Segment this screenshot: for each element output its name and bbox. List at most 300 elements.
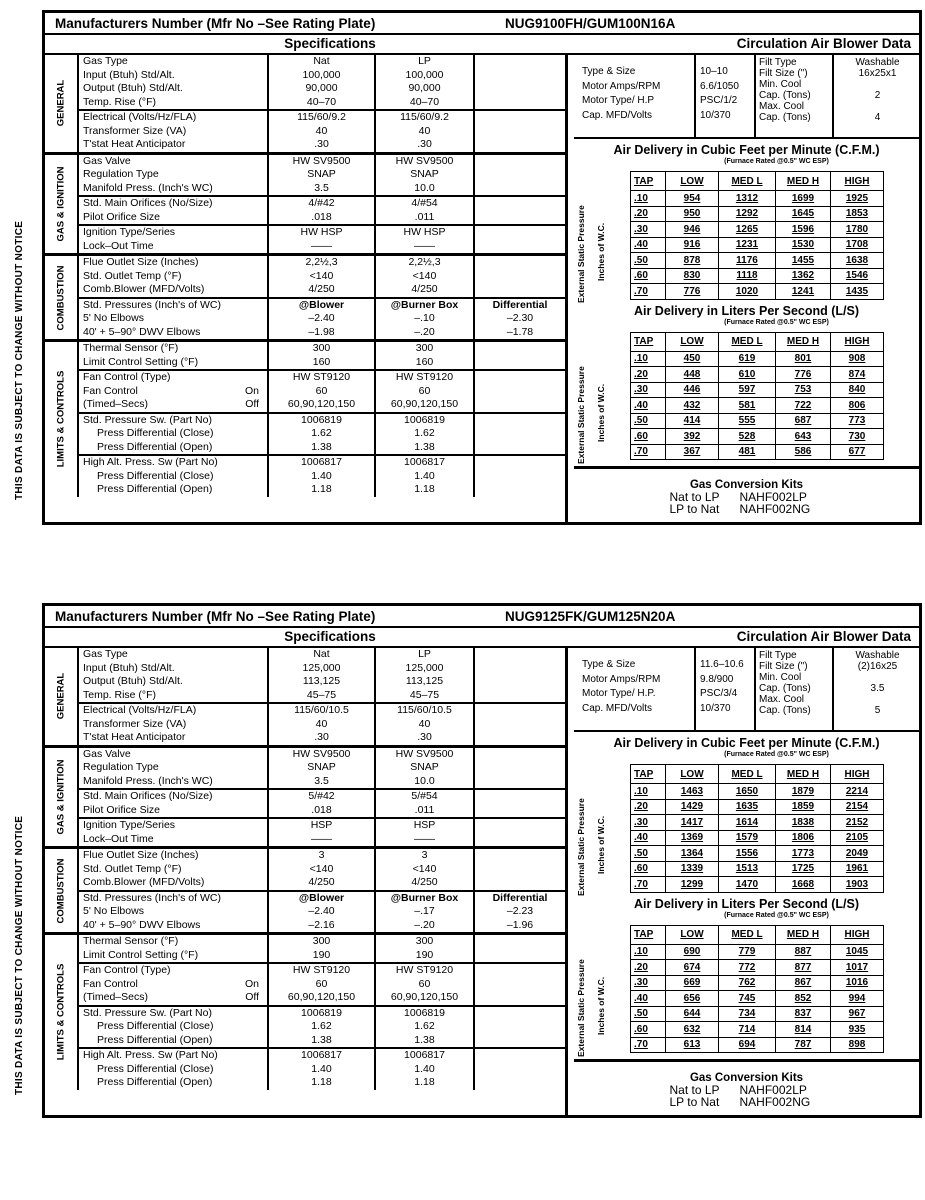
group-general — [45, 648, 565, 748]
column-header: MED H — [776, 332, 831, 351]
air-table-wrap — [574, 332, 919, 464]
spec-row-cell — [269, 69, 374, 83]
col-diff — [475, 1049, 565, 1090]
kits-title: Gas Conversion Kits — [689, 1072, 804, 1084]
table-cell: 690 — [666, 944, 719, 960]
spec-value-lp: 115/60/10.5 — [397, 704, 452, 716]
spec-row-cell — [376, 775, 473, 789]
spec-row-cell — [376, 991, 473, 1005]
spec-label: (Timed–Secs) — [83, 398, 148, 410]
spec-row-cell — [376, 326, 473, 340]
spec-value-diff: Differential — [492, 298, 548, 311]
filter-label: Filt Type — [759, 650, 797, 661]
col-diff — [475, 342, 565, 369]
table-cell: 745 — [719, 991, 776, 1007]
spec-row-cell — [475, 892, 565, 906]
col-diff — [475, 197, 565, 224]
col-lp — [376, 414, 475, 455]
group-label — [45, 256, 79, 339]
table-cell: 2152 — [831, 815, 884, 831]
col-lp — [376, 226, 475, 253]
spec-value-nat: –2.16 — [308, 918, 335, 931]
table-cell: .40 — [631, 991, 666, 1007]
table-row — [631, 975, 884, 991]
spec-value-lp: 1.40 — [414, 469, 435, 482]
spec-row-cell — [376, 1049, 473, 1063]
filter-label: Cap. (Tons) — [759, 90, 811, 101]
spec-row-cell — [269, 761, 374, 775]
spec-label: 5' No Elbows — [83, 312, 144, 324]
spec-row-cell — [475, 371, 565, 385]
spec-row-cell — [83, 111, 267, 125]
table-cell: 392 — [666, 429, 719, 445]
spec-value-nat: 60,90,120,150 — [287, 991, 356, 1003]
column-header: MED L — [719, 765, 776, 784]
spec-value-nat: HW ST9120 — [292, 964, 351, 976]
group-label — [45, 849, 79, 932]
spec-row-cell — [475, 790, 565, 804]
table-cell: 1513 — [719, 861, 776, 877]
table-cell: 1879 — [776, 784, 831, 800]
table-row — [631, 253, 884, 269]
table-cell: .20 — [631, 367, 666, 383]
spec-row-cell — [475, 905, 565, 919]
col-label — [79, 819, 269, 846]
col-lp — [376, 111, 475, 152]
spec-value-lp: .011 — [414, 210, 435, 223]
col-lp — [376, 155, 475, 196]
spec-label: Fan Control — [83, 977, 138, 990]
spec-row-cell — [376, 675, 473, 689]
spec-row-cell — [475, 182, 565, 196]
table-cell: 878 — [666, 253, 719, 269]
spec-row-cell — [83, 240, 267, 254]
spec-row-cell — [475, 197, 565, 211]
table-cell: 656 — [666, 991, 719, 1007]
spec-suffix: On — [244, 384, 259, 397]
spec-row-cell — [376, 1034, 473, 1048]
spec-value-nat: HW SV9500 — [292, 154, 351, 167]
spec-label: Std. Main Orifices (No/Size) — [83, 197, 213, 209]
spec-row-cell — [269, 96, 374, 110]
spec-value-lp: 60,90,120,150 — [390, 991, 459, 1003]
spec-label: Input (Btuh) Std/Alt. — [83, 661, 175, 674]
kit-part-number: NAHF002LP — [739, 490, 807, 504]
blower-value: 11.6–10.6 — [700, 659, 744, 670]
subgroup — [79, 790, 565, 819]
spec-value-lp: 3 — [421, 849, 428, 861]
group-rows — [79, 748, 565, 847]
spec-value-nat: HW HSP — [300, 226, 343, 238]
spec-row-cell — [376, 919, 473, 933]
spec-label: Std. Main Orifices (No/Size) — [83, 790, 213, 802]
table-cell: 1417 — [666, 815, 719, 831]
subgroup — [79, 371, 565, 414]
col-lp — [376, 790, 475, 817]
table-cell: 967 — [831, 1006, 884, 1022]
subgroup — [79, 299, 565, 340]
spec-row-cell — [475, 849, 565, 863]
spec-row-cell — [83, 648, 267, 662]
spec-value-nat: 1006817 — [301, 1049, 342, 1061]
spec-label: Pilot Orifice Size — [83, 803, 161, 816]
manufacturer-number-label: Manufacturers Number (Mfr No –See Rating Plate) — [55, 15, 376, 31]
spec-row-cell — [83, 892, 267, 906]
table-cell: .20 — [631, 960, 666, 976]
spec-label: Input (Btuh) Std/Alt. — [83, 68, 175, 81]
col-nat — [269, 299, 376, 340]
col-label — [79, 648, 269, 702]
spec-row-cell — [269, 675, 374, 689]
spec-row-cell — [376, 312, 473, 326]
spec-value-nat: 4/250 — [308, 876, 335, 888]
spec-value-lp: .011 — [414, 803, 435, 816]
section-headings — [45, 35, 919, 55]
spec-row-cell — [376, 1076, 473, 1090]
spec-row-cell — [83, 356, 267, 370]
filter-value: Washable — [855, 57, 900, 68]
spec-value-lp: 10.0 — [414, 774, 435, 787]
blower-label: Motor Type/ H.P — [582, 95, 655, 106]
spec-row-cell — [83, 949, 267, 963]
table-cell: .60 — [631, 861, 666, 877]
table-cell: .40 — [631, 830, 666, 846]
col-label — [79, 55, 269, 109]
air-delivery-subtitle: (Furnace Rated @0.5" WC ESP) — [724, 911, 829, 919]
spec-label: High Alt. Press. Sw (Part No) — [83, 456, 218, 468]
table-cell: 2105 — [831, 830, 884, 846]
spec-row-cell — [269, 1063, 374, 1077]
table-cell: 1231 — [719, 237, 776, 253]
filter-value: (2)16x25 — [857, 661, 898, 672]
spec-row-cell — [83, 414, 267, 428]
spec-row-cell — [83, 168, 267, 182]
filter-label: Cap. (Tons) — [759, 683, 811, 694]
col-diff — [475, 155, 565, 196]
subgroup — [79, 55, 565, 111]
spec-row-cell — [83, 82, 267, 96]
spec-value-nat: 115/60/9.2 — [297, 111, 346, 123]
spec-row-cell — [83, 991, 267, 1005]
kit-conversion: Nat to LP — [669, 1083, 720, 1097]
col-diff — [475, 648, 565, 702]
table-row — [631, 284, 884, 300]
spec-row-cell — [269, 1076, 374, 1090]
spec-row-cell — [475, 356, 565, 370]
table-cell: .70 — [631, 877, 666, 893]
blower-value: 9.8/900 — [700, 673, 734, 685]
table-cell: 722 — [776, 398, 831, 414]
spec-value-lp: SNAP — [410, 168, 439, 180]
column-header: TAP — [631, 765, 666, 784]
col-lp — [376, 819, 475, 846]
group-label-text: LIMITS & CONTROLS — [55, 370, 67, 468]
spec-value-lp: LP — [418, 648, 431, 660]
col-diff — [475, 849, 565, 890]
spec-row-cell — [376, 441, 473, 455]
spec-row-cell — [376, 483, 473, 497]
col-nat — [269, 226, 376, 253]
spec-row-cell — [269, 775, 374, 789]
col-nat — [269, 197, 376, 224]
spec-row-cell — [475, 69, 565, 83]
spec-value-lp: 190 — [415, 948, 434, 961]
table-cell: .50 — [631, 413, 666, 429]
spec-row-cell — [475, 863, 565, 877]
axis-inner-label: Inches of W.C. — [596, 976, 606, 1035]
spec-row-cell — [269, 371, 374, 385]
spec-row-cell — [376, 125, 473, 139]
col-diff — [475, 456, 565, 497]
table-cell: 581 — [719, 398, 776, 414]
spec-row-cell — [475, 470, 565, 484]
spec-row-cell — [475, 1020, 565, 1034]
filter-value — [836, 694, 919, 705]
spec-value-nat: 3 — [318, 849, 325, 861]
col-nat — [269, 342, 376, 369]
group-gas-ignition — [45, 155, 565, 257]
table-cell: 772 — [719, 960, 776, 976]
table-cell: 1241 — [776, 284, 831, 300]
table-row — [631, 444, 884, 460]
spec-row-cell — [83, 211, 267, 225]
spec-row-cell — [475, 385, 565, 399]
spec-row-cell — [475, 1007, 565, 1021]
spec-row-cell — [83, 312, 267, 326]
table-row — [631, 429, 884, 445]
spec-value-diff: –2.23 — [506, 905, 534, 917]
table-cell: .10 — [631, 351, 666, 367]
blower-label: Type & Size — [582, 659, 636, 670]
spec-value-lp: 300 — [415, 342, 434, 354]
spec-value-lp: 1006819 — [404, 1006, 445, 1019]
table-cell: 954 — [666, 191, 719, 207]
spec-row-cell — [269, 1034, 374, 1048]
spec-value-nat: 1.18 — [311, 483, 332, 495]
subgroup — [79, 748, 565, 791]
spec-value-nat: 40–70 — [306, 95, 337, 108]
subgroup — [79, 414, 565, 457]
spec-row-cell — [475, 935, 565, 949]
blower-value: PSC/1/2 — [700, 95, 738, 106]
col-label — [79, 371, 269, 412]
col-label — [79, 704, 269, 745]
spec-row-cell — [269, 790, 374, 804]
col-lp — [376, 1049, 475, 1090]
spec-row-cell — [269, 991, 374, 1005]
spec-label: Std. Outlet Temp (°F) — [83, 862, 182, 875]
blower-labels — [574, 55, 696, 137]
table-cell: 1635 — [719, 799, 776, 815]
spec-row-cell — [269, 197, 374, 211]
spec-row-cell — [269, 256, 374, 270]
spec-row-cell — [269, 731, 374, 745]
table-row — [631, 237, 884, 253]
spec-label: Comb.Blower (MFD/Volts) — [83, 283, 205, 295]
col-diff — [475, 299, 565, 340]
spec-row-cell — [376, 414, 473, 428]
subgroup — [79, 849, 565, 892]
subgroup — [79, 935, 565, 964]
table-cell: 2154 — [831, 799, 884, 815]
spec-value-lp: SNAP — [410, 761, 439, 773]
group-rows — [79, 849, 565, 932]
spec-label: Ignition Type/Series — [83, 819, 176, 831]
spec-label: Pilot Orifice Size — [83, 210, 161, 223]
spec-value-lp: 40–70 — [409, 95, 440, 108]
table-cell: 806 — [831, 398, 884, 414]
table-cell: .30 — [631, 975, 666, 991]
blower-values — [696, 55, 756, 137]
table-cell: 946 — [666, 222, 719, 238]
spec-row-cell — [376, 69, 473, 83]
spec-value-nat: 113,125 — [302, 675, 341, 687]
spec-value-lp: 1.18 — [414, 1076, 435, 1088]
table-row — [631, 382, 884, 398]
spec-value-lp: –.20 — [414, 325, 435, 338]
spec-value-lp: 4/#54 — [411, 197, 438, 209]
spec-value-lp: 4/250 — [411, 876, 438, 888]
table-cell: 1579 — [719, 830, 776, 846]
spec-value-lp: 125,000 — [405, 661, 444, 674]
table-cell: 1699 — [776, 191, 831, 207]
blower-label: Type & Size — [582, 66, 636, 77]
spec-label: Temp. Rise (°F) — [83, 95, 157, 108]
spec-row-cell — [475, 342, 565, 356]
spec-row-cell — [475, 675, 565, 689]
spec-value-nat: 1.38 — [311, 1033, 332, 1046]
col-diff — [475, 55, 565, 109]
table-row — [631, 351, 884, 367]
spec-row-cell — [376, 456, 473, 470]
spec-row-cell — [83, 1034, 267, 1048]
spec-row-cell — [269, 312, 374, 326]
table-cell: 1925 — [831, 191, 884, 207]
spec-row-cell — [376, 385, 473, 399]
spec-row-cell — [269, 718, 374, 732]
col-diff — [475, 414, 565, 455]
filter-value: 2 — [874, 90, 881, 101]
kit-row — [574, 503, 919, 515]
spec-label: Electrical (Volts/Hz/FLA) — [83, 111, 197, 123]
spec-value-nat: SNAP — [307, 761, 336, 773]
table-cell: 753 — [776, 382, 831, 398]
subgroup — [79, 892, 565, 933]
spec-row-cell — [83, 342, 267, 356]
spec-row-cell — [376, 256, 473, 270]
table-cell: .10 — [631, 191, 666, 207]
table-cell: 1429 — [666, 799, 719, 815]
table-cell: 887 — [776, 944, 831, 960]
specifications-heading: Specifications — [284, 629, 376, 644]
table-row — [631, 944, 884, 960]
spec-row-cell — [83, 69, 267, 83]
table-row — [631, 960, 884, 976]
subgroup — [79, 256, 565, 299]
spec-row-cell — [83, 849, 267, 863]
spec-label: T'stat Heat Anticipator — [83, 138, 186, 150]
spec-value-lp: 1.38 — [414, 440, 435, 453]
col-lp — [376, 935, 475, 962]
spec-value-diff: –1.78 — [506, 325, 534, 338]
pressure-axis-label — [574, 925, 630, 1057]
group-label-text: GENERAL — [55, 673, 67, 720]
spec-label: Output (Btuh) Std/Alt. — [83, 675, 183, 687]
table-cell: 687 — [776, 413, 831, 429]
spec-label: Thermal Sensor (°F) — [83, 342, 179, 354]
table-cell: 1455 — [776, 253, 831, 269]
spec-row-cell — [83, 371, 267, 385]
spec-label: Manifold Press. (Inch's WC) — [83, 181, 213, 194]
group-rows — [79, 155, 565, 254]
spec-row-cell — [269, 704, 374, 718]
spec-row-cell — [475, 704, 565, 718]
pressure-axis-label — [574, 171, 630, 303]
filter-value: 16x25x1 — [858, 68, 897, 79]
spec-row-cell — [376, 111, 473, 125]
table-cell: 1265 — [719, 222, 776, 238]
col-diff — [475, 935, 565, 962]
spec-label: 40' + 5–90° DWV Elbows — [83, 918, 201, 931]
group-label — [45, 935, 79, 1090]
spec-row-cell — [83, 470, 267, 484]
table-cell: 528 — [719, 429, 776, 445]
spec-row-cell — [269, 299, 374, 313]
col-label — [79, 414, 269, 455]
spec-row-cell — [83, 125, 267, 139]
spec-row-cell — [475, 648, 565, 662]
table-cell: 450 — [666, 351, 719, 367]
spec-row-cell — [269, 385, 374, 399]
spec-row-cell — [475, 155, 565, 169]
col-label — [79, 849, 269, 890]
filter-label: Filt Type — [759, 57, 797, 68]
spec-value-lp: HW SV9500 — [395, 747, 454, 760]
spec-sheet — [42, 10, 922, 525]
filter-label: Max. Cool — [759, 694, 805, 705]
spec-row-cell — [376, 648, 473, 662]
spec-row-cell — [83, 456, 267, 470]
table-row — [631, 191, 884, 207]
subgroup — [79, 704, 565, 745]
spec-value-lp: 1006817 — [404, 456, 445, 468]
spec-row-cell — [376, 819, 473, 833]
spec-row-cell — [269, 748, 374, 762]
subgroup — [79, 1007, 565, 1050]
filter-labels — [756, 648, 834, 730]
spec-value-nat: 60,90,120,150 — [287, 398, 356, 410]
spec-row-cell — [269, 470, 374, 484]
spec-row-cell — [83, 718, 267, 732]
spec-value-lp: 45–75 — [409, 688, 440, 701]
manufacturer-number-label: Manufacturers Number (Mfr No –See Rating Plate) — [55, 608, 376, 624]
spec-row-cell — [376, 82, 473, 96]
table-cell: 1668 — [776, 877, 831, 893]
table-cell: 837 — [776, 1006, 831, 1022]
table-cell: 1299 — [666, 877, 719, 893]
table-cell: 677 — [831, 444, 884, 460]
spec-row-cell — [83, 326, 267, 340]
col-label — [79, 892, 269, 933]
table-cell: 714 — [719, 1022, 776, 1038]
air-delivery-table — [630, 332, 884, 461]
spec-label: Regulation Type — [83, 168, 159, 180]
table-cell: .70 — [631, 1037, 666, 1053]
col-label — [79, 342, 269, 369]
axis-outer-label: External Static Pressure — [576, 365, 586, 464]
col-label — [79, 1007, 269, 1048]
spec-row-cell — [269, 876, 374, 890]
